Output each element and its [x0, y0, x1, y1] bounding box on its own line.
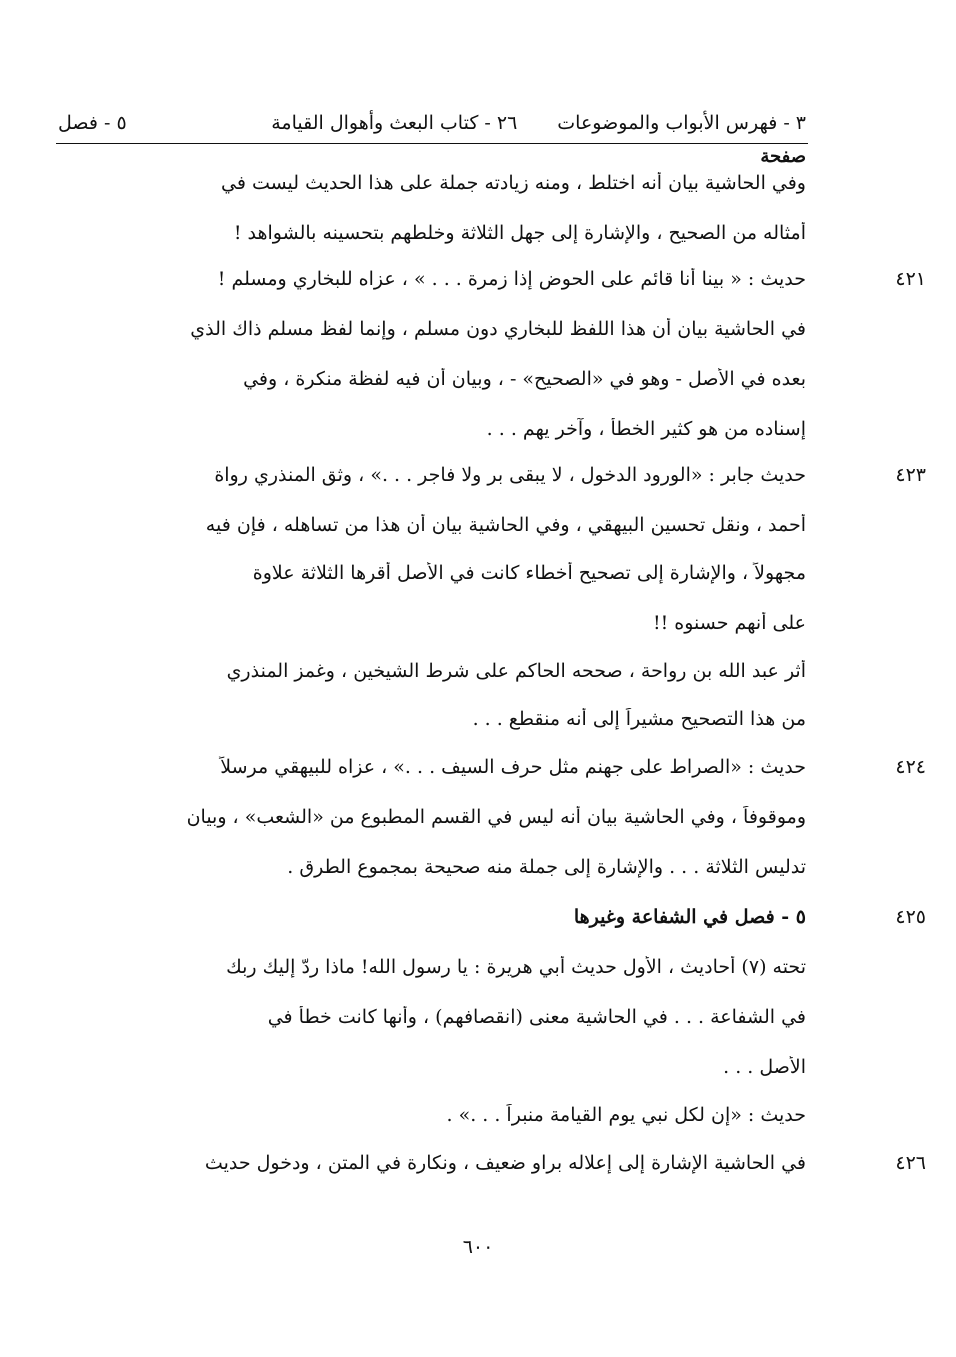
index-line [58, 806, 806, 828]
entry-page-number: ٤٢٦ [895, 1152, 926, 1174]
index-line [58, 612, 806, 634]
line-text: وموقوفاً ، وفي الحاشية بيان أنه ليس في القسم المطبوع من «الشعب» ، وبيان [186, 806, 806, 828]
line-text: في الحاشية الإشارة إلى إعلاله براو ضعيف ، ونكارة في المتن ، ودخول حديث [204, 1152, 806, 1174]
header-book: ٢٦ - كتاب البعث وأهوال القيامة [271, 112, 518, 134]
line-text: ٥ - فصل في الشفاعة وغيرها [573, 906, 806, 928]
line-text: حديث جابر : «الورود الدخول ، لا يبقى بر ولا فاجر . . .» ، وثق المنذري رواة [214, 464, 806, 486]
index-line [58, 1006, 806, 1028]
line-text: الأصل . . . [723, 1056, 806, 1078]
index-line [58, 318, 806, 340]
index-line [58, 756, 806, 778]
line-text: من هذا التصحيح مشيراً إلى أنه منقطع . . . [472, 708, 806, 730]
entry-page-number: ٤٢٤ [895, 756, 926, 778]
page-number: ٦٠٠ [462, 1236, 494, 1258]
index-line [58, 268, 806, 290]
index-line [58, 856, 806, 878]
index-line [58, 172, 806, 194]
index-line [58, 464, 806, 486]
index-line [58, 222, 806, 244]
line-text: حديث : «الصراط على جهنم مثل حرف السيف . . .» ، عزاه للبيهقي مرسلاً [220, 756, 806, 778]
line-text: في الشفاعة . . . في الحاشية معنى (انقصافهم) ، وأنها كانت خطأ في [267, 1006, 806, 1028]
entry-page-number: ٤٢٥ [895, 906, 926, 928]
running-header [58, 103, 806, 143]
index-line [58, 418, 806, 440]
index-line [58, 562, 806, 584]
entry-page-number: ٤٢٣ [895, 464, 926, 486]
header-right-group [271, 112, 806, 134]
index-line [58, 956, 806, 978]
line-text: تحته (٧) أحاديث ، الأول حديث أبي هريرة : يا رسول الله! ماذا ردّ إليك ربك [226, 956, 806, 978]
index-line [58, 1152, 806, 1174]
line-text: حديث : «إن لكل نبي يوم القيامة منبراً . . .» . [446, 1104, 806, 1126]
section-heading [58, 906, 806, 928]
entry-page-number: ٤٢١ [895, 268, 926, 290]
index-line [58, 660, 806, 682]
index-line [58, 1104, 806, 1126]
index-line [58, 1056, 806, 1078]
header-part: ٣ - فهرس الأبواب والموضوعات [557, 112, 806, 134]
line-text: أحمد ، ونقل تحسين البيهقي ، وفي الحاشية بيان أن هذا من تساهله ، فإن فيه [205, 514, 806, 536]
header-chapter: ٥ - فصل [58, 112, 127, 134]
line-text: إسناده من هو كثير الخطأ ، وآخر يهم . . . [486, 418, 806, 440]
index-line [58, 514, 806, 536]
index-line [58, 368, 806, 390]
index-line [58, 708, 806, 730]
line-text: أمثاله من الصحيح ، والإشارة إلى جهل الثلاثة وخلطهم بتحسينه بالشواهد ! [233, 222, 806, 244]
line-text: وفي الحاشية بيان أنه اختلط ، ومنه زيادته جملة على هذا الحديث ليست في [220, 172, 806, 194]
line-text: مجهولاً ، والإشارة إلى تصحيح أخطاء كانت في الأصل أقرها الثلاثة علاوة [252, 562, 806, 584]
line-text: بعده في الأصل - وهو في «الصحيح» - ، وبيان أن فيه لفظة منكرة ، وفي [243, 368, 806, 390]
page-column-label: صفحة [760, 146, 806, 167]
line-text: على أنهم حسنوه !! [652, 612, 806, 634]
line-text: تدليس الثلاثة . . . والإشارة إلى جملة منه صحيحة بمجموع الطرق . [287, 856, 806, 878]
line-text: أثر عبد الله بن رواحة ، صححه الحاكم على شرط الشيخين ، وغمز المنذري [226, 660, 806, 682]
header-rule [56, 143, 808, 144]
line-text: حديث : « بينا أنا قائم على الحوض إذا زمرة . . . » ، عزاه للبخاري ومسلم ! [217, 268, 806, 290]
line-text: في الحاشية بيان أن هذا اللفظ للبخاري دون مسلم ، وإنما لفظ مسلم ذاك الذي [190, 318, 806, 340]
